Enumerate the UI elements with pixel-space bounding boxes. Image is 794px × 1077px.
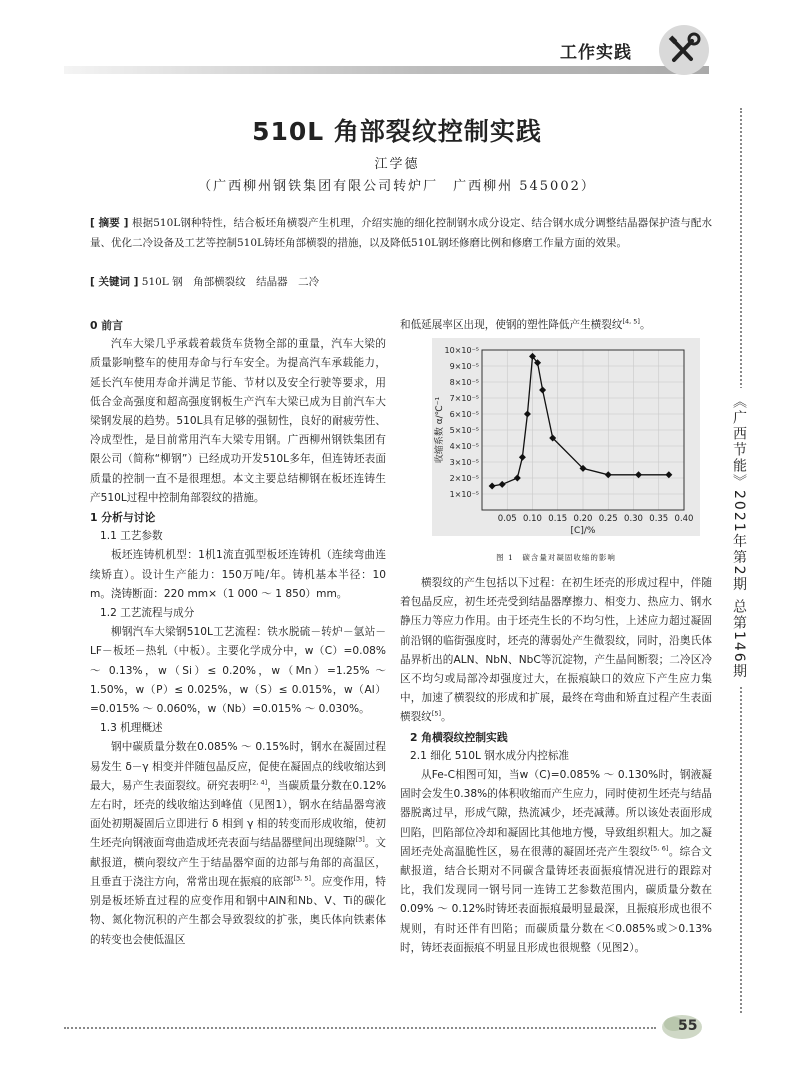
- y-tick-label: 3×10⁻⁵: [449, 458, 479, 467]
- heading-practice: 2 角横裂纹控制实践: [410, 730, 508, 744]
- series-line: [492, 356, 669, 486]
- abstract-label: [ 摘要 ]: [90, 217, 129, 229]
- article-title: 510L 角部裂纹控制实践: [252, 117, 542, 146]
- figure-1: [432, 338, 700, 536]
- keywords-label: [ 关键词 ]: [90, 276, 139, 288]
- abstract-text: 根据510L钢种特性，结合板坯角横裂产生机理，介绍实施的细化控制钢水成分设定、结合钢水成分调整结晶器保护渣与配水量、优化二冷设备及工艺等控制510L铸坯角部横裂的措施，以及降低510L钢坯修磨比例和修磨工作量方面的效果。: [90, 217, 712, 249]
- heading-process-flow: 1.2 工艺流程与成分: [100, 607, 195, 620]
- cont-end: 。: [639, 319, 651, 331]
- right-column-top: [400, 316, 712, 335]
- y-tick-label: 8×10⁻⁵: [449, 378, 479, 387]
- y-tick-label: 6×10⁻⁵: [449, 410, 479, 419]
- data-point: [519, 454, 526, 461]
- x-tick-label: 0.10: [523, 514, 542, 524]
- data-point: [635, 471, 642, 478]
- comp-text-1: 从Fe-C相图可知，当w（C)=0.085% ～ 0.130%时，钢液凝固时会发生0.38%的体积收缩而产生应力，同时使初生坯壳与结晶器脱离过早，形成气隙，热流减少，坯壳减薄。所以该处表面形成凹陷，凹陷部位冷却和凝固比其他地方慢，导致组织粗大。加之凝固坯壳处高温脆性区，易在很薄的凝固坯壳产生裂纹: [400, 769, 712, 858]
- x-tick-label: 0.20: [573, 514, 593, 524]
- keywords-text: 510L 钢 角部横裂纹 结晶器 二冷: [141, 276, 320, 288]
- data-point: [514, 475, 521, 482]
- right-column-body: [400, 574, 712, 958]
- mech-text-1: 钢中碳质量分数在0.085% ～ 0.15%时，钢水在凝固过程易发生 δ－γ 相变并伴随包晶反应，促使在凝固点的线收缩达到最大，易产生表面裂纹。研究表明: [90, 741, 386, 792]
- para-process-params: 板坯连铸机机型：1机1流直弧型板坯连铸机（连续弯曲连续矫直）。设计生产能力：150万吨/年。铸机基本半径：10 m。浇铸断面：220 mm×（1 000 ～ 1 850）mm。: [90, 549, 386, 600]
- comp-text-2: 。综合文献报道，结合长期对不同碳含量铸坯表面振痕情况进行的跟踪对比，我们发现同一钢号同一连铸工艺参数范围内，碳质量分数在0.09% ～ 0.12%时铸坯表面振痕最明显最深，且振痕形成也很不规则，有时还伴有凹陷；而碳质量分数在＜0.085%或＞0.13%时，铸坯表面振痕不明显且形成也很规整（见图2）。: [400, 845, 712, 954]
- y-tick-label: 2×10⁻⁵: [449, 474, 479, 483]
- heading-process-params: 1.1 工艺参数: [100, 530, 163, 543]
- x-axis-label: [C]/%: [570, 526, 596, 536]
- journal-issue: 《广西节能》2021年第2期 总第146期: [728, 388, 750, 686]
- author: 江学德: [374, 157, 420, 172]
- citation: [3, 5]: [293, 874, 312, 883]
- data-point: [499, 481, 506, 488]
- shrinkage-chart: [432, 338, 700, 536]
- x-tick-label: 0.05: [497, 514, 517, 524]
- keywords: [90, 274, 712, 289]
- y-tick-label: 10×10⁻⁵: [444, 346, 479, 355]
- y-tick-label: 4×10⁻⁵: [449, 442, 479, 451]
- mech-text-2: ，当碳质量分数在0.12%左右时，坯壳的线收缩达到峰值（见图1），钢水在结晶器弯液面处初期凝固后立即进行 δ 相到 γ 相的转变而形成收缩，使初生坯壳向钢液面弯曲造成坯壳表面与结晶器壁间出现缝隙: [90, 779, 387, 850]
- para-intro: 汽车大梁几乎承载着载货车货物全部的重量，汽车大梁的质量影响整车的使用寿命与行车安全。为提高汽车承载能力，延长汽车使用寿命并满足节能、节材以及安全行驶等要求，用低合金高强度和超高强度钢板生产汽车大梁已成为目前汽车大梁钢发展的趋势。510L具有足够的强韧性，良好的耐疲劳性、冷成型性，是目前常用汽车大梁专用钢。广西柳州钢铁集团有限公司（简称“柳钢”）已经成功开发510L多年，但连铸坯表面质量的控制一直不是很理想。本文主要总结柳钢在板坯连铸生产510L过程中控制角部裂纹的措施。: [90, 338, 386, 504]
- para-continued: [400, 316, 712, 335]
- mech-text-3: 。文献报道，横向裂纹产生于结晶器窄面的边部与角部的高温区，且垂直于浇注方向，常常出现在振痕的底部: [90, 837, 387, 888]
- data-point: [665, 471, 672, 478]
- data-point: [489, 483, 496, 490]
- section-label: 工作实践: [560, 43, 632, 63]
- citation: [5]: [431, 709, 441, 718]
- heading-composition: 2.1 细化 510L 钢水成分内控标准: [410, 749, 570, 762]
- para-crack-process: [400, 574, 712, 728]
- x-tick-label: 0.15: [548, 514, 568, 524]
- citation: [4, 5]: [622, 317, 640, 326]
- x-tick-label: 0.25: [598, 514, 618, 524]
- x-tick-label: 0.30: [624, 514, 643, 524]
- para-process-flow: 柳钢汽车大梁钢510L工艺流程：铁水脱硫－转炉－氩站－LF－板坯－热轧（中板）。主要化学成分中，w（C）=0.08% ～ 0.13%，w（Si）≤ 0.20%，w（Mn）=1.25% ～ 1.50%，w（P）≤ 0.025%，w（S）≤ 0.015%，w（Al）=0.015% ～ 0.060%，w（Nb）=0.015% ～ 0.030%。: [90, 626, 386, 716]
- heading-analysis: 1 分析与讨论: [90, 511, 156, 525]
- y-tick-label: 1×10⁻⁵: [449, 490, 479, 499]
- data-point: [539, 387, 546, 394]
- para-mechanism: [90, 738, 386, 949]
- crack-text: 横裂纹的产生包括以下过程：在初生坯壳的形成过程中，伴随着包晶反应，初生坯壳受到结晶器摩擦力、相变力、热应力、钢水静压力等应力作用。由于坯壳生长的不均匀性，上述应力超过凝固前沿钢的临街强度时，坯壳的薄弱处产生微裂纹，同时，沿奥氏体晶界析出的ALN、NbN、NbC等沉淀物，产生晶间断裂；二冷区冷区不均匀或局部冷却强度过大，在振痕缺口的效应下产生应力集中，加速了横裂纹的形成和扩展，最终在弯曲和矫直过程产生表面横裂纹: [400, 577, 712, 724]
- header-bar: [64, 66, 709, 74]
- y-axis-label: 收缩系数 α/℃⁻¹: [435, 396, 445, 464]
- page-number: 55: [678, 1018, 698, 1034]
- wrench-screwdriver-icon: [658, 24, 710, 76]
- footer-dotted-line: [64, 1027, 656, 1029]
- citation: [2, 4]: [249, 778, 268, 787]
- mech-text-4: 。应变作用，特别是板坯矫直过程的应变作用和钢中AlN和Nb、V、Ti的碳化物、氮化物沉积的产生都会导致裂纹的扩张，奥氏体向铁素体的转变也会使低温区: [90, 875, 387, 946]
- data-point: [524, 411, 531, 418]
- x-tick-label: 0.35: [649, 514, 669, 524]
- x-tick-label: 0.40: [674, 514, 694, 524]
- y-tick-label: 5×10⁻⁵: [449, 426, 479, 435]
- left-column: [90, 316, 386, 950]
- abstract: [90, 213, 712, 253]
- cont-text: 和低延展率区出现，使钢的塑性降低产生横裂纹: [400, 319, 623, 331]
- data-point: [605, 471, 612, 478]
- affiliation: （广西柳州钢铁集团有限公司转炉厂 广西柳州 545002）: [198, 179, 596, 194]
- heading-mechanism: 1.3 机理概述: [100, 722, 163, 735]
- citation: [5, 6]: [650, 844, 669, 853]
- citation: [3]: [355, 835, 365, 844]
- crack-end: 。: [441, 711, 452, 724]
- heading-intro: 0 前言: [90, 319, 123, 332]
- y-tick-label: 7×10⁻⁵: [449, 394, 479, 403]
- figure-caption: 图 1 碳含量对凝固收缩的影响: [496, 553, 616, 562]
- y-tick-label: 9×10⁻⁵: [449, 362, 479, 371]
- para-composition: [400, 766, 712, 958]
